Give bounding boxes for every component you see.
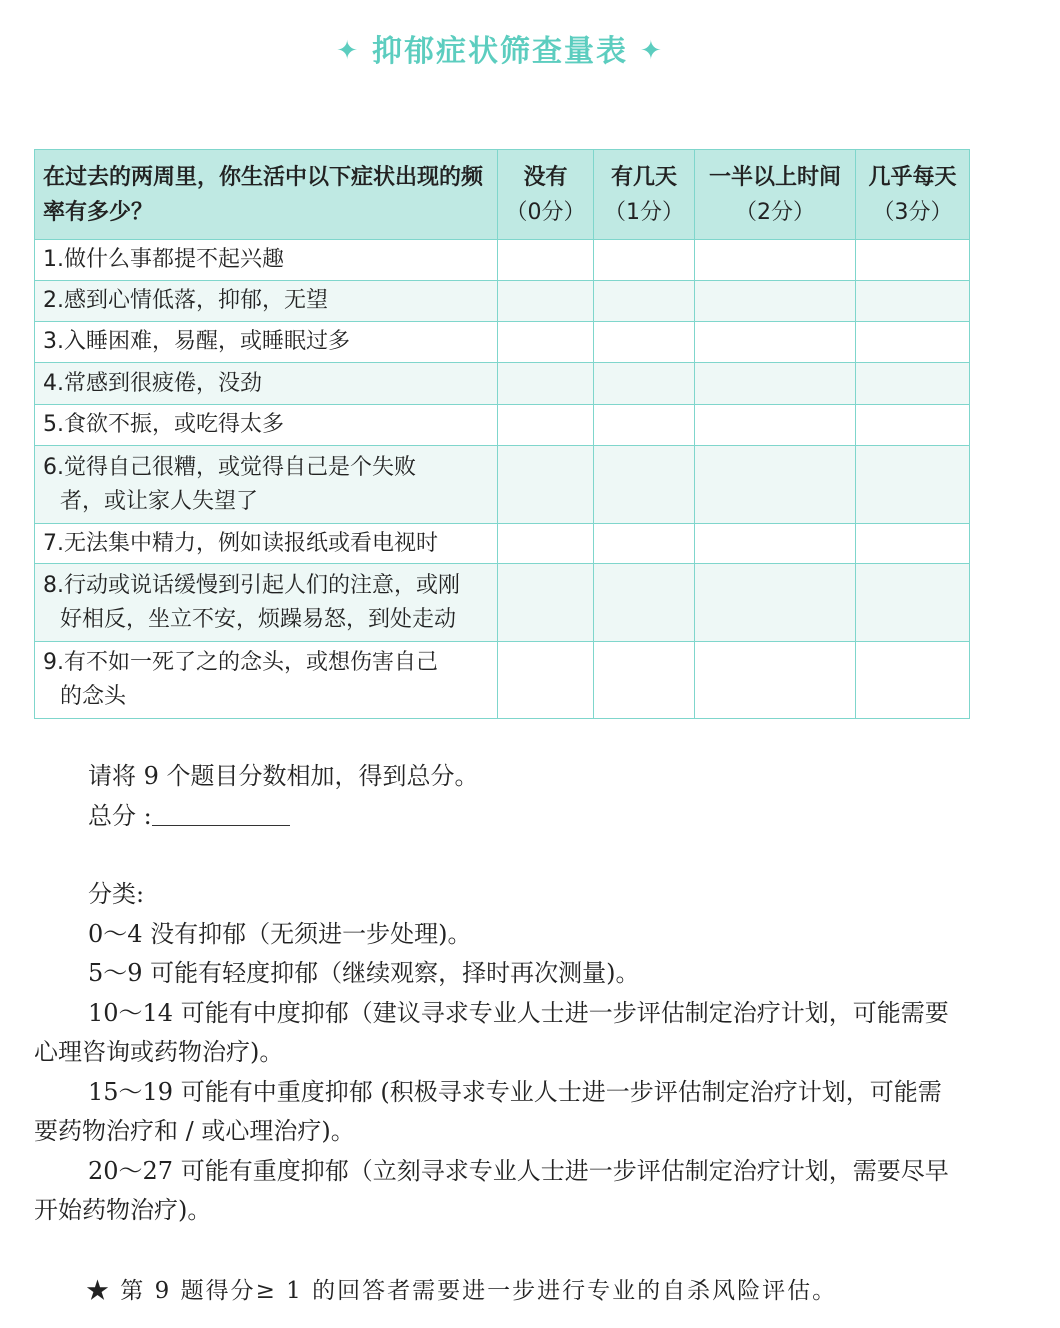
title-text: 抑郁症状筛查量表 (372, 34, 628, 69)
answer-cell-3[interactable] (856, 564, 970, 642)
classification-heading: 分类: (88, 880, 145, 908)
answer-cell-1[interactable] (594, 281, 695, 322)
screening-table (34, 149, 970, 719)
table-row (35, 524, 970, 564)
classification-level: 15～19 可能有中重度抑郁 (积极寻求专业人士进一步评估制定治疗计划，可能需要药物治疗和 / 或心理治疗)。 (34, 1077, 942, 1145)
scoring-instruction: 请将 9 个题目分数相加，得到总分。 (88, 762, 479, 790)
suicide-risk-note: ★ 第 9 题得分≥ 1 的回答者需要进一步进行专业的自杀风险评估。 (86, 1278, 838, 1304)
answer-cell-1[interactable] (594, 240, 695, 281)
table-row (35, 564, 970, 642)
table-row (35, 363, 970, 405)
answer-cell-1[interactable] (594, 564, 695, 642)
sparkle-icon-right: ✦ (640, 36, 664, 66)
answer-cell-0[interactable] (498, 363, 594, 405)
answer-cell-0[interactable] (498, 322, 594, 363)
column-header-several-days: 有几天 （1分） (594, 150, 695, 240)
item-text: 2.感到心情低落，抑郁，无望 (35, 281, 498, 322)
classification-level: 5～9 可能有轻度抑郁（继续观察，择时再次测量)。 (88, 959, 640, 987)
answer-cell-2[interactable] (695, 363, 856, 405)
answer-cell-3[interactable] (856, 446, 970, 524)
total-score-label: 总分 : (88, 801, 152, 830)
answer-cell-1[interactable] (594, 524, 695, 564)
answer-cell-0[interactable] (498, 446, 594, 524)
item-text: 6.觉得自己很糟，或觉得自己是个失败 者，或让家人失望了 (35, 446, 498, 524)
scoring-section (34, 757, 964, 836)
classification-level: 20～27 可能有重度抑郁（立刻寻求专业人士进一步评估制定治疗计划，需要尽早开始药物治疗)。 (34, 1156, 949, 1224)
item-text: 3.入睡困难，易醒，或睡眠过多 (35, 322, 498, 363)
answer-cell-0[interactable] (498, 524, 594, 564)
table-row (35, 281, 970, 322)
item-text: 5.食欲不振，或吃得太多 (35, 405, 498, 446)
item-text: 1.做什么事都提不起兴趣 (35, 240, 498, 281)
answer-cell-1[interactable] (594, 642, 695, 719)
answer-cell-1[interactable] (594, 363, 695, 405)
table-row (35, 322, 970, 363)
answer-cell-3[interactable] (856, 642, 970, 719)
answer-cell-1[interactable] (594, 446, 695, 524)
answer-cell-0[interactable] (498, 405, 594, 446)
page-title (0, 28, 1000, 75)
answer-cell-2[interactable] (695, 642, 856, 719)
total-score-field[interactable] (152, 803, 290, 826)
item-text: 9.有不如一死了之的念头，或想伤害自己 的念头 (35, 642, 498, 719)
item-text: 8.行动或说话缓慢到引起人们的注意，或刚 好相反，坐立不安，烦躁易怒，到处走动 (35, 564, 498, 642)
answer-cell-3[interactable] (856, 363, 970, 405)
answer-cell-0[interactable] (498, 281, 594, 322)
answer-cell-2[interactable] (695, 564, 856, 642)
column-header-nearly-every-day: 几乎每天 （3分） (856, 150, 970, 240)
answer-cell-2[interactable] (695, 524, 856, 564)
answer-cell-2[interactable] (695, 322, 856, 363)
answer-cell-2[interactable] (695, 405, 856, 446)
answer-cell-3[interactable] (856, 281, 970, 322)
table-row (35, 642, 970, 719)
item-text: 4.常感到很疲倦，没劲 (35, 363, 498, 405)
answer-cell-3[interactable] (856, 240, 970, 281)
sparkle-icon-left: ✦ (336, 36, 360, 66)
table-header-row (35, 150, 970, 240)
classification-level: 0～4 没有抑郁（无须进一步处理)。 (88, 919, 472, 948)
answer-cell-2[interactable] (695, 240, 856, 281)
answer-cell-3[interactable] (856, 524, 970, 564)
answer-cell-0[interactable] (498, 564, 594, 642)
total-score-line (34, 797, 964, 837)
answer-cell-1[interactable] (594, 405, 695, 446)
answer-cell-3[interactable] (856, 322, 970, 363)
answer-cell-2[interactable] (695, 446, 856, 524)
question-header: 在过去的两周里，你生活中以下症状出现的频率有多少？ (35, 150, 498, 240)
classification-level: 10～14 可能有中度抑郁（建议寻求专业人士进一步评估制定治疗计划，可能需要心理咨询或药物治疗)。 (34, 998, 949, 1066)
table-row (35, 405, 970, 446)
table-row (35, 240, 970, 281)
answer-cell-0[interactable] (498, 240, 594, 281)
answer-cell-3[interactable] (856, 405, 970, 446)
answer-cell-2[interactable] (695, 281, 856, 322)
classification-section (34, 875, 964, 1231)
column-header-more-than-half: 一半以上时间 （2分） (695, 150, 856, 240)
column-header-none: 没有 （0分） (498, 150, 594, 240)
table-row (35, 446, 970, 524)
answer-cell-0[interactable] (498, 642, 594, 719)
answer-cell-1[interactable] (594, 322, 695, 363)
item-text: 7.无法集中精力，例如读报纸或看电视时 (35, 524, 498, 564)
